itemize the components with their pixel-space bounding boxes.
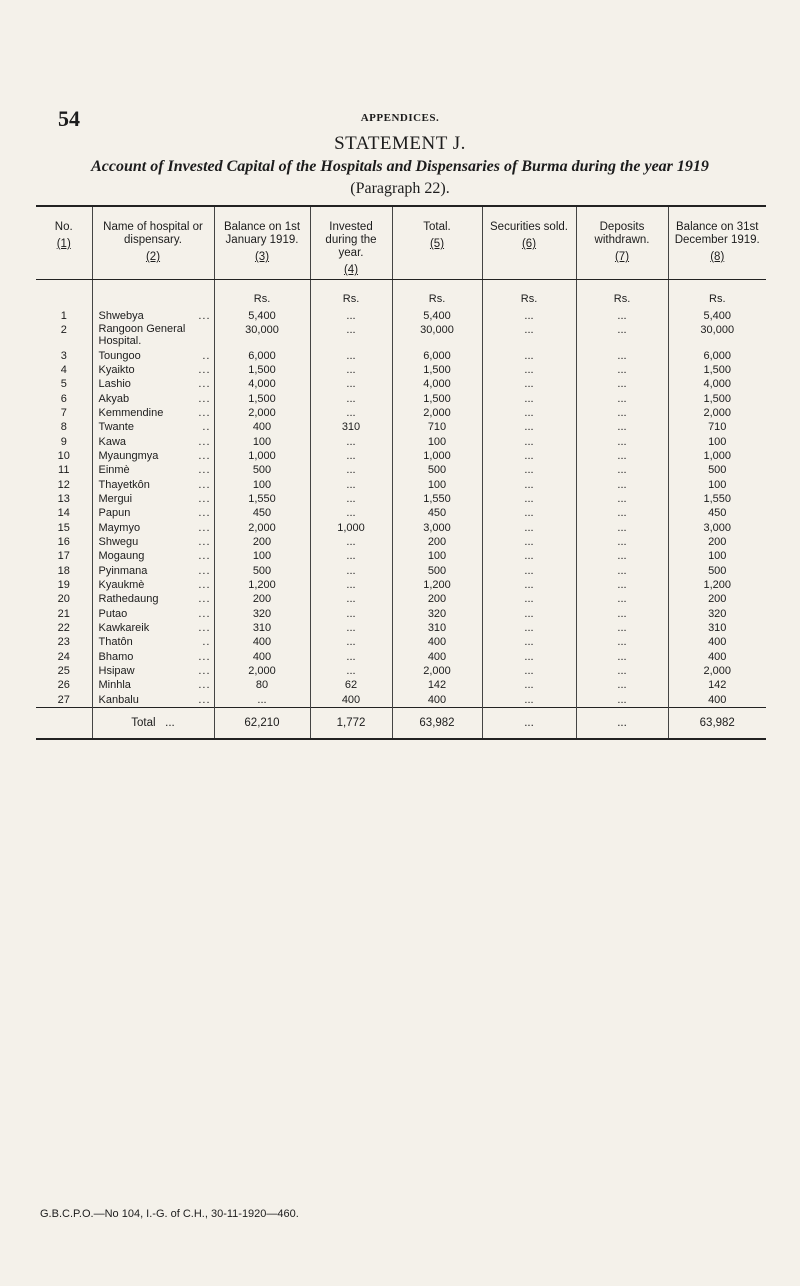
securities-cell: ...: [482, 391, 576, 405]
column-header: Balance on 31st December 1919. (8): [668, 206, 766, 280]
hospital-name: Bhamo ...: [92, 650, 214, 664]
securities-cell: ...: [482, 607, 576, 621]
securities-cell: ...: [482, 506, 576, 520]
total-cell: 200: [392, 592, 482, 606]
row-number: 18: [57, 564, 70, 577]
statement-title: STATEMENT J.: [334, 133, 466, 154]
total-cell: 2,000: [392, 664, 482, 678]
balance-dec-cell: 400: [668, 635, 766, 649]
deposits-cell: ...: [576, 406, 668, 420]
balance-dec-cell: 142: [668, 678, 766, 692]
balance-jan-cell: 80: [214, 678, 310, 692]
total-total: 63,982: [392, 707, 482, 739]
row-number: 3: [60, 349, 67, 362]
balance-jan-cell: 4,000: [214, 377, 310, 391]
row-number: 23: [57, 636, 70, 649]
balance-dec-cell: 5,400: [668, 309, 766, 323]
balance-dec-cell: 320: [668, 607, 766, 621]
column-header: Deposits withdrawn. (7): [576, 206, 668, 280]
total-cell: 400: [392, 693, 482, 708]
unit-cell: [36, 280, 92, 310]
table-row: [36, 650, 766, 664]
total-cell: 3,000: [392, 520, 482, 534]
deposits-cell: ...: [576, 477, 668, 491]
hospital-name: Akyab ...: [92, 391, 214, 405]
balance-jan-cell: 100: [214, 477, 310, 491]
total-cell: 710: [392, 420, 482, 434]
securities-cell: ...: [482, 323, 576, 348]
balance-jan-cell: 1,500: [214, 363, 310, 377]
balance-dec-cell: 4,000: [668, 377, 766, 391]
deposits-cell: ...: [576, 635, 668, 649]
balance-jan-cell: 500: [214, 564, 310, 578]
statement-subtitle: Account of Invested Capital of the Hospitals and Dispensaries of Burma during the year 1919: [91, 158, 709, 175]
table-row: [36, 420, 766, 434]
deposits-cell: ...: [576, 309, 668, 323]
column-header: Total. (5): [392, 206, 482, 280]
row-number: 9: [60, 435, 67, 448]
balance-jan-cell: 500: [214, 463, 310, 477]
hospital-name: Hsipaw ...: [92, 664, 214, 678]
balance-dec-cell: 200: [668, 592, 766, 606]
securities-cell: ...: [482, 621, 576, 635]
invested-cell: ...: [310, 607, 392, 621]
deposits-cell: ...: [576, 463, 668, 477]
securities-cell: ...: [482, 693, 576, 708]
hospital-name: Kemmendine ...: [92, 406, 214, 420]
deposits-cell: ...: [576, 363, 668, 377]
hospital-name: Thatôn ..: [92, 635, 214, 649]
row-number: 4: [60, 363, 67, 376]
total-cell: 1,500: [392, 363, 482, 377]
hospital-name: Kyaikto ...: [92, 363, 214, 377]
column-header: Invested during the year. (4): [310, 206, 392, 280]
row-number: 16: [57, 535, 70, 548]
deposits-cell: ...: [576, 323, 668, 348]
table-row: [36, 621, 766, 635]
total-cell: 100: [392, 549, 482, 563]
invested-cell: ...: [310, 309, 392, 323]
balance-dec-cell: 400: [668, 650, 766, 664]
unit-cell: [92, 280, 214, 310]
hospital-name: Mergui ...: [92, 492, 214, 506]
total-cell: 1,200: [392, 578, 482, 592]
invested-cell: 62: [310, 678, 392, 692]
invested-cell: ...: [310, 434, 392, 448]
total-cell: 30,000: [392, 323, 482, 348]
table-header-row: [36, 206, 766, 280]
row-number: 5: [60, 378, 67, 391]
unit-cell: Rs.: [576, 280, 668, 310]
balance-dec-cell: 30,000: [668, 323, 766, 348]
hospital-name: Minhla ...: [92, 678, 214, 692]
table-row: [36, 348, 766, 362]
page-number: 54: [58, 106, 80, 131]
balance-dec-cell: 1,550: [668, 492, 766, 506]
deposits-cell: ...: [576, 549, 668, 563]
invested-cell: 400: [310, 693, 392, 708]
securities-cell: ...: [482, 635, 576, 649]
invested-cell: ...: [310, 463, 392, 477]
row-number: 19: [57, 579, 70, 592]
table-row: [36, 449, 766, 463]
balance-jan-cell: 6,000: [214, 348, 310, 362]
hospital-name: Mogaung ...: [92, 549, 214, 563]
hospital-name: Lashio ...: [92, 377, 214, 391]
hospital-name: Shwebya ...: [92, 309, 214, 323]
table-row: [36, 434, 766, 448]
hospital-name: Toungoo ..: [92, 348, 214, 362]
hospital-name: Maymyo ...: [92, 520, 214, 534]
deposits-cell: ...: [576, 391, 668, 405]
balance-jan-cell: 1,000: [214, 449, 310, 463]
table-row: [36, 377, 766, 391]
securities-cell: ...: [482, 348, 576, 362]
total-cell: 200: [392, 535, 482, 549]
deposits-cell: ...: [576, 535, 668, 549]
balance-dec-cell: 500: [668, 564, 766, 578]
balance-jan-cell: 100: [214, 434, 310, 448]
balance-jan-cell: 200: [214, 592, 310, 606]
row-number: 25: [57, 665, 70, 678]
unit-cell: Rs.: [214, 280, 310, 310]
securities-cell: ...: [482, 406, 576, 420]
total-cell: 6,000: [392, 348, 482, 362]
securities-cell: ...: [482, 678, 576, 692]
row-number: 24: [57, 650, 70, 663]
securities-cell: ...: [482, 549, 576, 563]
row-number: 1: [60, 310, 67, 323]
total-cell: 310: [392, 621, 482, 635]
deposits-cell: ...: [576, 564, 668, 578]
deposits-cell: ...: [576, 348, 668, 362]
balance-dec-cell: 6,000: [668, 348, 766, 362]
invested-cell: ...: [310, 377, 392, 391]
invested-cell: ...: [310, 635, 392, 649]
balance-dec-cell: 310: [668, 621, 766, 635]
securities-cell: ...: [482, 420, 576, 434]
table-row: [36, 520, 766, 534]
row-number: 11: [58, 464, 70, 477]
invested-cell: ...: [310, 492, 392, 506]
balance-dec-cell: 100: [668, 477, 766, 491]
hospital-name: Kanbalu ...: [92, 693, 214, 708]
balance-jan-cell: 400: [214, 650, 310, 664]
unit-cell: Rs.: [668, 280, 766, 310]
row-number: 20: [57, 593, 70, 606]
total-no-cell: [36, 707, 92, 739]
securities-cell: ...: [482, 650, 576, 664]
securities-cell: ...: [482, 477, 576, 491]
row-number: 21: [57, 607, 70, 620]
table-row: [36, 549, 766, 563]
securities-cell: ...: [482, 578, 576, 592]
total-cell: 5,400: [392, 309, 482, 323]
deposits-cell: ...: [576, 377, 668, 391]
securities-cell: ...: [482, 377, 576, 391]
column-header: Name of hospital or dispensary. (2): [92, 206, 214, 280]
deposits-cell: ...: [576, 664, 668, 678]
balance-dec-cell: 100: [668, 434, 766, 448]
balance-dec-cell: 2,000: [668, 664, 766, 678]
hospital-name: Rangoon General Hospital.: [92, 323, 214, 348]
deposits-cell: ...: [576, 492, 668, 506]
invested-cell: ...: [310, 363, 392, 377]
row-number: 15: [57, 521, 70, 534]
securities-cell: ...: [482, 449, 576, 463]
balance-jan-cell: 2,000: [214, 664, 310, 678]
row-number: 26: [57, 679, 70, 692]
table-row: [36, 564, 766, 578]
table-row: [36, 309, 766, 323]
total-cell: 450: [392, 506, 482, 520]
balance-dec-cell: 3,000: [668, 520, 766, 534]
invested-cell: ...: [310, 664, 392, 678]
balance-jan-cell: 450: [214, 506, 310, 520]
total-cell: 100: [392, 477, 482, 491]
hospital-name: Myaungmya ...: [92, 449, 214, 463]
table-row: [36, 678, 766, 692]
invested-cell: ...: [310, 564, 392, 578]
balance-jan-cell: 200: [214, 535, 310, 549]
table-row: [36, 363, 766, 377]
deposits-cell: ...: [576, 420, 668, 434]
table-row: [36, 607, 766, 621]
securities-cell: ...: [482, 664, 576, 678]
printer-imprint: G.B.C.P.O.—No 104, I.-G. of C.H., 30-11-1920—460.: [40, 1208, 299, 1220]
balance-dec-cell: 500: [668, 463, 766, 477]
row-number: 27: [57, 693, 70, 706]
total-cell: 500: [392, 564, 482, 578]
securities-cell: ...: [482, 592, 576, 606]
balance-jan-cell: 320: [214, 607, 310, 621]
deposits-cell: ...: [576, 621, 668, 635]
deposits-cell: ...: [576, 693, 668, 708]
balance-jan-cell: 2,000: [214, 520, 310, 534]
hospital-name: Rathedaung ...: [92, 592, 214, 606]
row-number: 7: [60, 406, 67, 419]
row-number: 8: [60, 421, 67, 434]
invested-cell: ...: [310, 535, 392, 549]
total-cell: 1,500: [392, 391, 482, 405]
deposits-cell: ...: [576, 506, 668, 520]
balance-dec-cell: 1,500: [668, 363, 766, 377]
total-balance-dec: 63,982: [668, 707, 766, 739]
column-header: Securities sold. (6): [482, 206, 576, 280]
invested-cell: ...: [310, 506, 392, 520]
balance-jan-cell: 2,000: [214, 406, 310, 420]
hospital-name: Shwegu ...: [92, 535, 214, 549]
balance-jan-cell: 1,200: [214, 578, 310, 592]
paragraph-reference: (Paragraph 22).: [350, 180, 450, 197]
total-cell: 1,000: [392, 449, 482, 463]
securities-cell: ...: [482, 363, 576, 377]
invested-cell: ...: [310, 348, 392, 362]
total-cell: 100: [392, 434, 482, 448]
table-row: [36, 477, 766, 491]
table-row: [36, 635, 766, 649]
table-row: [36, 693, 766, 708]
row-number: 2: [60, 324, 67, 337]
total-cell: 500: [392, 463, 482, 477]
balance-dec-cell: 1,500: [668, 391, 766, 405]
invested-cell: ...: [310, 621, 392, 635]
row-number: 17: [57, 550, 70, 563]
unit-cell: Rs.: [392, 280, 482, 310]
balance-dec-cell: 400: [668, 693, 766, 708]
deposits-cell: ...: [576, 678, 668, 692]
column-header: No. (1): [36, 206, 92, 280]
balance-dec-cell: 200: [668, 535, 766, 549]
invested-capital-table: [36, 205, 766, 740]
deposits-cell: ...: [576, 520, 668, 534]
row-number: 10: [57, 449, 70, 462]
row-number: 12: [57, 478, 70, 491]
deposits-cell: ...: [576, 434, 668, 448]
hospital-name: Putao ...: [92, 607, 214, 621]
balance-jan-cell: 310: [214, 621, 310, 635]
securities-cell: ...: [482, 309, 576, 323]
total-cell: 320: [392, 607, 482, 621]
table-row: [36, 463, 766, 477]
hospital-name: Pyinmana ...: [92, 564, 214, 578]
securities-cell: ...: [482, 492, 576, 506]
total-balance-jan: 62,210: [214, 707, 310, 739]
balance-jan-cell: 5,400: [214, 309, 310, 323]
invested-cell: 310: [310, 420, 392, 434]
column-header: Balance on 1st January 1919. (3): [214, 206, 310, 280]
table-row: [36, 406, 766, 420]
balance-jan-cell: 1,500: [214, 391, 310, 405]
invested-cell: ...: [310, 650, 392, 664]
deposits-cell: ...: [576, 650, 668, 664]
total-deposits: ...: [576, 707, 668, 739]
total-cell: 4,000: [392, 377, 482, 391]
total-cell: 2,000: [392, 406, 482, 420]
securities-cell: ...: [482, 463, 576, 477]
total-cell: 142: [392, 678, 482, 692]
balance-jan-cell: 400: [214, 635, 310, 649]
invested-cell: 1,000: [310, 520, 392, 534]
table-row: [36, 535, 766, 549]
balance-dec-cell: 1,000: [668, 449, 766, 463]
hospital-name: Kawa ...: [92, 434, 214, 448]
securities-cell: ...: [482, 564, 576, 578]
invested-cell: ...: [310, 406, 392, 420]
table-row: [36, 506, 766, 520]
balance-dec-cell: 450: [668, 506, 766, 520]
invested-cell: ...: [310, 549, 392, 563]
deposits-cell: ...: [576, 592, 668, 606]
balance-dec-cell: 710: [668, 420, 766, 434]
total-invested: 1,772: [310, 707, 392, 739]
deposits-cell: ...: [576, 578, 668, 592]
securities-cell: ...: [482, 520, 576, 534]
hospital-name: Papun ...: [92, 506, 214, 520]
hospital-name: Kyaukmè ...: [92, 578, 214, 592]
row-number: 22: [57, 622, 70, 635]
balance-jan-cell: 100: [214, 549, 310, 563]
table-row: [36, 578, 766, 592]
invested-cell: ...: [310, 391, 392, 405]
invested-cell: ...: [310, 477, 392, 491]
balance-jan-cell: 1,550: [214, 492, 310, 506]
deposits-cell: ...: [576, 607, 668, 621]
total-cell: 1,550: [392, 492, 482, 506]
balance-jan-cell: 30,000: [214, 323, 310, 348]
table-row: [36, 664, 766, 678]
total-cell: 400: [392, 635, 482, 649]
balance-jan-cell: 400: [214, 420, 310, 434]
total-row: [36, 707, 766, 739]
balance-dec-cell: 1,200: [668, 578, 766, 592]
units-row: [36, 280, 766, 310]
balance-jan-cell: ...: [214, 693, 310, 708]
invested-cell: ...: [310, 578, 392, 592]
unit-cell: Rs.: [482, 280, 576, 310]
total-label: Total ...: [92, 707, 214, 739]
row-number: 6: [60, 392, 67, 405]
invested-cell: ...: [310, 449, 392, 463]
table-row: [36, 323, 766, 348]
table-row: [36, 592, 766, 606]
hospital-name: Einmè ...: [92, 463, 214, 477]
balance-dec-cell: 100: [668, 549, 766, 563]
total-securities: ...: [482, 707, 576, 739]
hospital-name: Twante ..: [92, 420, 214, 434]
deposits-cell: ...: [576, 449, 668, 463]
unit-cell: Rs.: [310, 280, 392, 310]
securities-cell: ...: [482, 434, 576, 448]
balance-dec-cell: 2,000: [668, 406, 766, 420]
invested-cell: ...: [310, 323, 392, 348]
securities-cell: ...: [482, 535, 576, 549]
table-row: [36, 391, 766, 405]
row-number: 14: [57, 507, 70, 520]
hospital-name: Thayetkôn ...: [92, 477, 214, 491]
running-head: APPENDICES.: [360, 112, 440, 124]
table-row: [36, 492, 766, 506]
total-cell: 400: [392, 650, 482, 664]
row-number: 13: [57, 492, 70, 505]
invested-cell: ...: [310, 592, 392, 606]
hospital-name: Kawkareik ...: [92, 621, 214, 635]
